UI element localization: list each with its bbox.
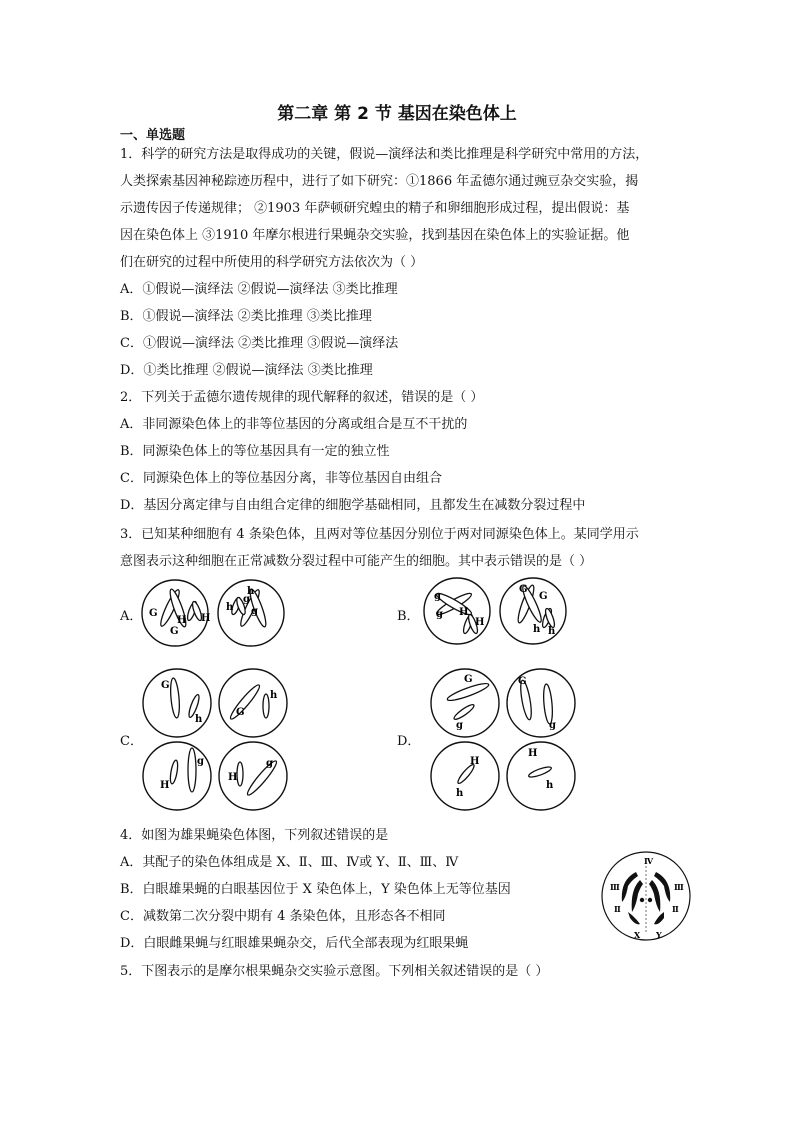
q1-option-b[interactable]: B．①假说—演绎法 ②类比推理 ③类比推理 xyxy=(120,309,372,324)
q1-stem-line: 示遗传因子传递规律； ②1903 年萨顿研究蝗虫的精子和卵细胞形成过程，提出假说：基 xyxy=(120,201,630,216)
chromosome xyxy=(528,765,553,779)
gene-label: H xyxy=(201,613,211,624)
label-ii-right: Ⅱ xyxy=(672,904,679,914)
q3-figure-d[interactable] xyxy=(428,668,578,813)
q4-stem: 4．如图为雄果蝇染色体图，下列叙述错误的是 xyxy=(120,828,389,843)
gene-label: g xyxy=(251,606,258,617)
q3-option-c-label[interactable]: C． xyxy=(120,734,143,749)
label-iv: Ⅳ xyxy=(644,856,654,866)
q4-option-c[interactable]: C．减数第二次分裂中期有 4 条染色体，且形态各不相同 xyxy=(120,909,446,924)
gene-label: g xyxy=(243,594,250,605)
gene-label: G xyxy=(464,674,473,685)
q1-option-c[interactable]: C．①假说—演绎法 ②类比推理 ③假说—演绎法 xyxy=(120,336,399,351)
q3-option-d-label[interactable]: D． xyxy=(397,734,421,749)
label-ii-left: Ⅱ xyxy=(614,904,621,914)
gene-label: H xyxy=(177,615,187,626)
gene-label: h xyxy=(226,602,234,613)
q3-figure-c[interactable] xyxy=(140,668,290,813)
cell-outline xyxy=(143,742,211,810)
q1-stem-line: 们在研究的过程中所使用的科学研究方法依次为（ ） xyxy=(120,255,424,270)
label-iii-left: Ⅲ xyxy=(610,882,620,892)
q1-stem-line: 因在染色体上 ③1910 年摩尔根进行果蝇杂交实验，找到基因在染色体上的实验证据。他 xyxy=(120,228,630,243)
gene-label: g xyxy=(549,720,556,731)
gene-label: g xyxy=(436,609,443,620)
chromosome-iv xyxy=(640,898,644,902)
gene-label: g xyxy=(266,758,273,769)
gene-label: h xyxy=(533,624,541,635)
cell-outline xyxy=(219,669,287,737)
label-x: X xyxy=(634,930,641,940)
gene-label: h xyxy=(270,690,278,701)
page-title: 第二章 第 2 节 基因在染色体上 xyxy=(277,104,517,124)
q5-stem: 5．下图表示的是摩尔根果蝇杂交实验示意图。下列相关叙述错误的是（ ） xyxy=(120,964,549,979)
gene-label: G xyxy=(518,676,527,687)
chromosome-x xyxy=(628,912,640,924)
q2-option-c[interactable]: C．同源染色体上的等位基因分离，非等位基因自由组合 xyxy=(120,471,442,486)
chromosome xyxy=(188,748,196,792)
chromosome-y xyxy=(654,912,664,924)
fruit-fly-karyotype-figure xyxy=(600,850,692,942)
chromosome xyxy=(263,694,269,718)
cell-outline xyxy=(507,742,575,810)
chromosome xyxy=(245,759,279,798)
q3-stem-line: 3．已知某种细胞有 4 条染色体，且两对等位基因分别位于两对同源染色体上。某同学用示 xyxy=(120,527,639,542)
chromosome-iv xyxy=(648,898,652,902)
gene-label: g xyxy=(197,756,204,767)
gene-label: G xyxy=(161,680,170,691)
q4-option-a[interactable]: A．其配子的染色体组成是 X、Ⅱ、Ⅲ、Ⅳ或 Y、Ⅱ、Ⅲ、Ⅳ xyxy=(120,855,459,870)
gene-label: H xyxy=(475,617,485,628)
q1-stem-line: 1．科学的研究方法是取得成功的关键，假说—演绎法和类比推理是科学研究中常用的方法， xyxy=(120,147,649,162)
q3-option-b-label[interactable]: B． xyxy=(397,609,420,624)
gene-label: H xyxy=(470,756,480,767)
gene-label: h xyxy=(195,714,203,725)
chromosome xyxy=(169,760,179,785)
gene-label: G xyxy=(519,584,528,595)
chromosome xyxy=(237,762,243,786)
chromosome-iii xyxy=(649,880,660,912)
q2-stem: 2．下列关于孟德尔遗传规律的现代解释的叙述，错误的是（ ） xyxy=(120,390,484,405)
gene-label: G xyxy=(170,626,179,637)
q1-stem-line: 人类探索基因神秘踪迹历程中，进行了如下研究：①1866 年孟德尔通过豌豆杂交实验，揭 xyxy=(120,174,639,189)
q4-option-b[interactable]: B．白眼雄果蝇的白眼基因位于 X 染色体上，Y 染色体上无等位基因 xyxy=(120,882,511,897)
q2-option-d[interactable]: D．基因分离定律与自由组合定律的细胞学基础相同，且都发生在减数分裂过程中 xyxy=(120,498,586,513)
gene-label: H xyxy=(528,748,538,759)
q1-option-a[interactable]: A．①假说—演绎法 ②假说—演绎法 ③类比推理 xyxy=(120,282,398,297)
gene-label: H xyxy=(160,780,170,791)
gene-label: g xyxy=(456,720,463,731)
q4-option-d[interactable]: D．白眼雌果蝇与红眼雄果蝇杂交，后代全部表现为红眼果蝇 xyxy=(120,936,469,951)
gene-label: h xyxy=(548,626,556,637)
q3-option-a-label[interactable]: A． xyxy=(120,609,143,624)
chromosome xyxy=(169,678,180,719)
gene-label: H xyxy=(228,772,238,783)
label-iii-right: Ⅲ xyxy=(674,882,684,892)
q3-stem-line: 意图表示这种细胞在正常减数分裂过程中可能产生的细胞。其中表示错误的是（ ） xyxy=(120,554,593,569)
gene-label: h xyxy=(456,788,464,799)
gene-label: h xyxy=(546,780,554,791)
label-y: Y xyxy=(656,930,662,940)
gene-label: G xyxy=(236,707,245,718)
gene-label: G xyxy=(539,591,548,602)
gene-label: H xyxy=(459,607,469,618)
q3-figure-b[interactable] xyxy=(422,576,572,646)
cell-outline xyxy=(424,578,490,644)
q2-option-a[interactable]: A．非同源染色体上的非等位基因的分离或组合是互不干扰的 xyxy=(120,417,468,432)
gene-label: h xyxy=(247,586,255,597)
chromosome xyxy=(228,683,262,722)
gene-label: G xyxy=(149,608,158,619)
chromosome-iii xyxy=(632,880,643,912)
section-heading: 一、单选题 xyxy=(120,128,186,143)
chromosome xyxy=(452,703,475,722)
q1-option-d[interactable]: D．①类比推理 ②假说—演绎法 ③类比推理 xyxy=(120,363,373,378)
q2-option-b[interactable]: B．同源染色体上的等位基因具有一定的独立性 xyxy=(120,444,390,459)
q3-figure-a[interactable] xyxy=(140,578,290,648)
chromosome xyxy=(542,684,553,725)
gene-label: g xyxy=(434,591,441,602)
